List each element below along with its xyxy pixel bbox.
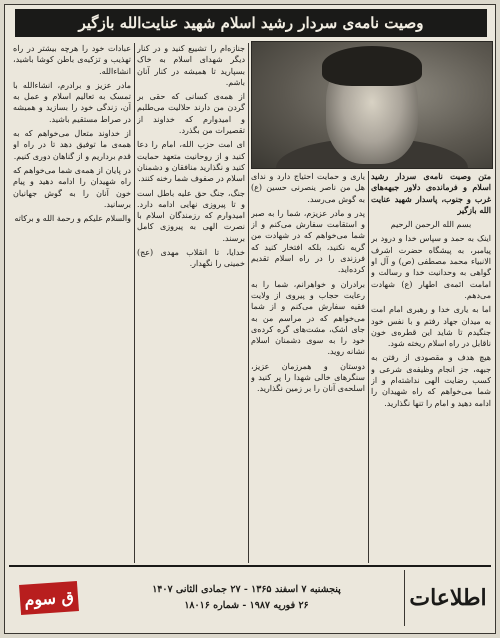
paragraph: برادران و خواهرانم، شما را به رعایت حجاب و پیروی از ولایت فقیه سفارش می‌کنم و از شما می‌خواهم که در مراسم من به جای اشک، مشت‌های گره کرده‌ی خود را به سوی دشمنان اسلام نشانه روید. <box>251 279 365 357</box>
paragraph: از خداوند متعال می‌خواهم که به همه‌ی ما توفیق دهد تا در راه او قدم برداریم و از گناهان دوری کنیم. <box>13 129 131 161</box>
headline-title: وصیت نامه‌ی سردار رشید اسلام شهید عنایت‌الله بازگیر <box>78 14 424 32</box>
paragraph: جنازه‌ام را تشییع کنید و در کنار دیگر شهدای اسلام به خاک بسپارید تا همیشه در کنار آنان باشم. <box>137 44 245 87</box>
paragraph: والسلام علیکم و رحمة الله و برکاته <box>14 214 131 224</box>
paragraph: بسم الله الرحمن الرحیم <box>390 220 472 230</box>
paragraph: جنگ، جنگ حق علیه باطل است و تا پیروزی نهایی ادامه دارد. امیدوارم که رزمندگان اسلام با نصرت الهی به پیروزی کامل برسند. <box>137 188 245 243</box>
dateline <box>89 582 404 614</box>
paragraph: دوستان و همرزمان عزیز، سنگرهای خالی شهدا را پر کنید و اسلحه‌ی آنان را بر زمین نگذارید. <box>251 361 365 394</box>
column-divider-2 <box>248 43 249 563</box>
portrait-hair <box>322 46 422 86</box>
headline-bar <box>15 9 487 37</box>
paragraph: هیچ هدف و مقصودی از رفتن به جبهه، جز انجام وظیفه‌ی شرعی و کسب رضایت الهی نداشته‌ام و از شما می‌خواهم که راه شهیدان را ادامه دهید و امام را تنها نگذارید. <box>371 353 491 408</box>
text-column-middle <box>251 171 365 563</box>
paragraph: اما به یاری خدا و رهبری امام امت به میدان جهاد رفتم و با نفس خود جنگیدم تا شاید این قطره‌ی خون ناقابل در راه اسلام ریخته شود. <box>371 305 491 349</box>
column-divider-3 <box>134 43 135 563</box>
dateline-gregorian: ۲۶ فوریه ۱۹۸۷ - شماره ۱۸۰۱۶ <box>184 600 309 611</box>
portrait-photo <box>251 41 493 169</box>
dateline-persian: پنجشنبه ۷ اسفند ۱۳۶۵ - ۲۷ جمادی الثانی ۱۴۰۷ <box>152 584 341 595</box>
paragraph: خدایا، تا انقلاب مهدی (عج) خمینی را نگهدار. <box>137 248 245 269</box>
newspaper-logo: اطلاعات <box>404 570 491 626</box>
paragraph: پدر و مادر عزیزم، شما را به صبر و استقامت سفارش می‌کنم و از شما می‌خواهم که در شهادت من گریه نکنید، بلکه افتخار کنید که فرزندی را در راه اسلام تقدیم کرده‌اید. <box>251 208 365 275</box>
paragraph: اینک به حمد و سپاس خدا و درود بر پیامبر، به پیشگاه حضرت اشرف الانبیاء محمد مصطفی (ص) و آل او گواهی به وحدانیت خدا و رسالت و امامت ائمه‌ی اطهار (ع) شهادت می‌دهم. <box>371 234 491 300</box>
text-column-far-left <box>13 43 131 563</box>
paragraph: در پایان از همه‌ی شما می‌خواهم که راه شهیدان را ادامه دهید و پیام خون آنان را به گوش جهانیان برسانید. <box>13 165 131 209</box>
text-column-right <box>371 171 491 563</box>
column-divider-1 <box>368 171 369 563</box>
text-column-left <box>137 43 245 563</box>
footer-bar <box>9 565 491 629</box>
red-stamp: ق سوم <box>19 581 79 615</box>
stamp-box <box>9 570 89 626</box>
paragraph: یاری و حمایت احتیاج دارد و ندای هل من ناصر ینصرنی حسین (ع) به گوش می‌رسد. <box>251 172 365 204</box>
paragraph: مادر عزیز و برادرم، انشاءالله با تمسک به تعالیم اسلام و عمل به آن، زندگی خود را بسازید و همیشه در صراط مستقیم باشید. <box>13 80 131 124</box>
paragraph: متن وصیت نامه‌ی سردار رشید اسلام و فرمانده‌ی دلاور جبهه‌های غرب و جنوب، پاسدار شهید عنایت الله بازگیر <box>371 171 491 215</box>
newspaper-page <box>4 4 496 634</box>
paragraph: عبادات خود را هرچه بیشتر در راه تهذیب و تزکیه‌ی باطن کوشا باشید، انشاءالله. <box>13 44 131 76</box>
paragraph: از همه‌ی کسانی که حقی بر گردن من دارند حلالیت می‌طلبم و امیدوارم که خداوند از تقصیرات من بگذرد. <box>137 92 245 136</box>
paragraph: ای امت حزب الله، امام را دعا کنید و از روحانیت متعهد حمایت کنید و نگذارید منافقان و دشمنان اسلام در صفوف شما رخنه کنند. <box>137 140 245 184</box>
